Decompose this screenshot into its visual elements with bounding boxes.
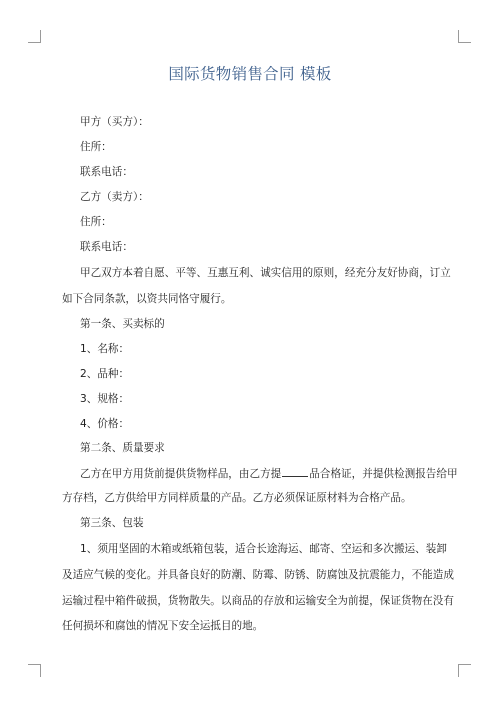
crop-mark-bottom-right bbox=[458, 664, 471, 677]
article-3-heading: 第三条、包装 bbox=[80, 517, 144, 529]
article-1-heading: 第一条、买卖标的 bbox=[80, 318, 165, 330]
party-a-phone: 联系电话： bbox=[80, 166, 133, 178]
article-2-heading: 第二条、质量要求 bbox=[80, 442, 165, 454]
party-a-address: 住所： bbox=[80, 141, 112, 153]
article-1-item-name: 1、名称： bbox=[80, 343, 130, 355]
article-2-line-1-after: 品合格证，并提供检测报告给甲 bbox=[309, 468, 458, 480]
party-b-address: 住所： bbox=[80, 216, 112, 228]
article-1-item-price: 4、价格： bbox=[80, 418, 130, 430]
intro-line-1: 甲乙双方本着自愿、平等、互惠互利、诚实信用的原则，经充分友好协商，订立 bbox=[80, 267, 451, 279]
crop-mark-bottom-left bbox=[28, 664, 41, 677]
article-2-line-1-before: 乙方在甲方用货前提供货物样品，由乙方提 bbox=[80, 468, 282, 480]
article-3-line-3: 运输过程中箱件破损，货物散失。以商品的存放和运输安全为前提，保证货物在没有 bbox=[62, 595, 454, 607]
fill-in-blank bbox=[282, 466, 308, 477]
article-1-item-spec: 3、规格： bbox=[80, 393, 130, 405]
party-b-phone: 联系电话： bbox=[80, 241, 133, 253]
article-2-line-1 bbox=[80, 466, 458, 481]
crop-mark-top-left bbox=[28, 30, 41, 43]
article-3-line-1: 1、须用坚固的木箱或纸箱包装，适合长途海运、邮寄、空运和多次搬运、装卸 bbox=[80, 543, 447, 555]
intro-line-2: 如下合同条款，以资共同恪守履行。 bbox=[62, 293, 232, 305]
article-3-line-2: 及适应气候的变化。并具备良好的防潮、防霉、防锈、防腐蚀及抗震能力，不能造成 bbox=[62, 569, 454, 581]
article-3-line-4: 任何损坏和腐蚀的情况下安全运抵目的地。 bbox=[62, 620, 264, 632]
party-b-heading: 乙方（卖方）： bbox=[80, 191, 149, 203]
article-1-item-variety: 2、品种： bbox=[80, 368, 130, 380]
crop-mark-top-right bbox=[458, 30, 471, 43]
document-title: 国际货物销售合同 模板 bbox=[168, 65, 332, 83]
party-a-heading: 甲方（买方）： bbox=[80, 116, 149, 128]
article-2-line-2: 方存档，乙方供给甲方同样质量的产品。乙方必须保证原材料为合格产品。 bbox=[62, 492, 412, 504]
